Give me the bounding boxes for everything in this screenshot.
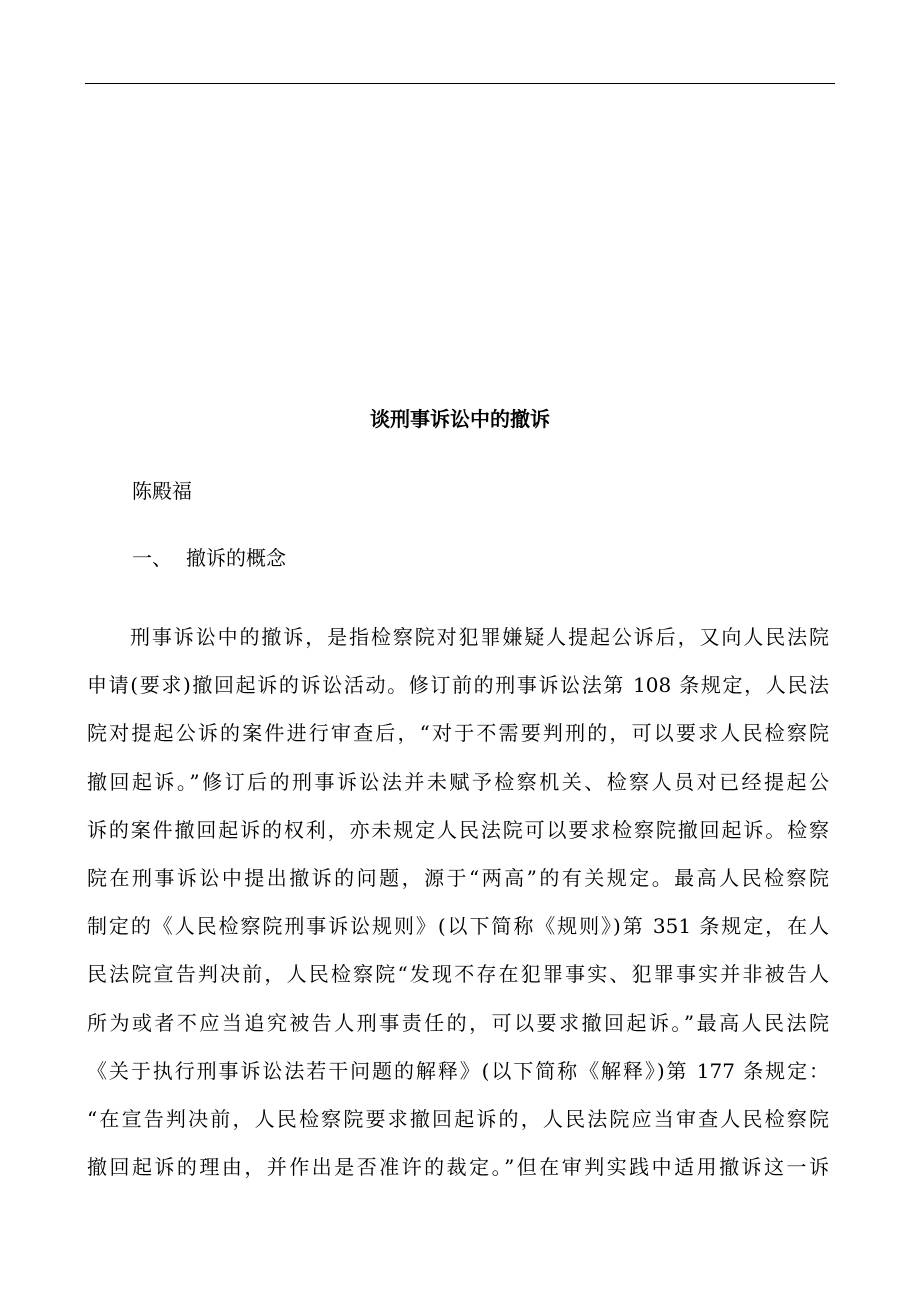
paragraph-line: 院在刑事诉讼中提出撤诉的问题，源于“两高”的有关规定。最高人民检察院	[87, 865, 829, 890]
header-rule	[85, 83, 835, 84]
body-paragraph	[87, 613, 829, 1191]
paragraph-line: 所为或者不应当追究被告人刑事责任的，可以要求撤回起诉。”最高人民法院	[87, 1010, 829, 1035]
paragraph-line: 申请(要求)撤回起诉的诉讼活动。修订前的刑事诉讼法第 108 条规定，人民法	[87, 673, 829, 698]
paragraph-line: 制定的《人民检察院刑事诉讼规则》(以下简称《规则》)第 351 条规定，在人	[87, 914, 829, 939]
paragraph-line: 民法院宣告判决前，人民检察院“发现不存在犯罪事实、犯罪事实并非被告人	[87, 962, 829, 987]
section-number: 一、	[132, 546, 172, 570]
paragraph-line: 刑事诉讼中的撤诉，是指检察院对犯罪嫌疑人提起公诉后，又向人民法院	[130, 625, 829, 649]
paragraph-line: 撤回起诉的理由，并作出是否准许的裁定。”但在审判实践中适用撤诉这一诉	[87, 1155, 829, 1180]
section-heading	[132, 543, 286, 573]
section-heading-text: 撤诉的概念	[186, 546, 286, 570]
author-name: 陈殿福	[132, 479, 192, 503]
paragraph-line: 院对提起公诉的案件进行审查后，“对于不需要判刑的，可以要求人民检察院	[87, 721, 829, 746]
paragraph-line: “在宣告判决前，人民检察院要求撤回起诉的，人民法院应当审查人民检察院	[87, 1106, 829, 1131]
paragraph-line: 撤回起诉。”修订后的刑事诉讼法并未赋予检察机关、检察人员对已经提起公	[87, 769, 829, 794]
paragraph-line: 诉的案件撤回起诉的权利，亦未规定人民法院可以要求检察院撤回起诉。检察	[87, 817, 829, 842]
paragraph-line: 《关于执行刑事诉讼法若干问题的解释》(以下简称《解释》)第 177 条规定：	[87, 1058, 829, 1083]
document-title: 谈刑事诉讼中的撤诉	[370, 407, 550, 431]
